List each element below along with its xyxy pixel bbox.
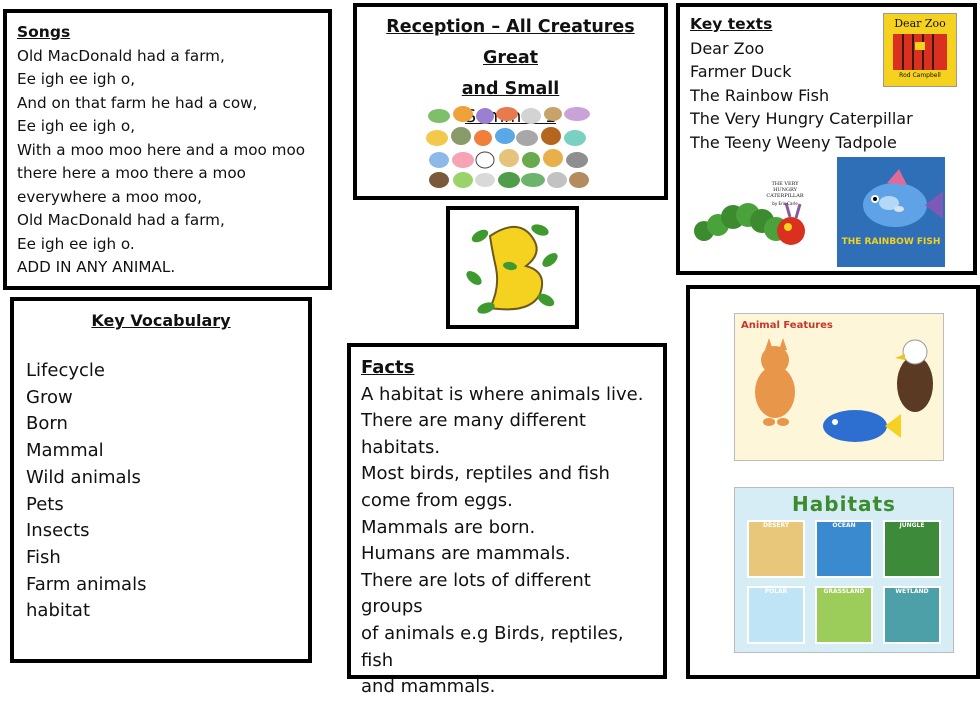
song-line: there here a moo there a moo [17,164,246,182]
song-line: Ee igh ee igh o, [17,70,136,88]
facts-panel [347,343,667,698]
dear-zoo-cover-image [883,13,957,87]
fact-line: Most birds, reptiles and fish [361,463,610,485]
key-text-item: The Rainbow Fish [690,85,830,105]
key-text-item: The Teeny Weeny Tadpole [690,132,897,152]
vocabulary-item: Mammal [26,440,104,462]
song-line: With a moo moo here and a moo moo [17,140,306,159]
habitats-title: Habitats [792,492,896,516]
vocabulary-item: Lifecycle [26,360,105,381]
habitats-poster [734,487,954,653]
facts-heading: Facts [361,357,415,378]
dear-zoo-cover-title: Dear Zoo [894,17,946,30]
fact-line: Humans are mammals. [361,543,571,565]
vocabulary-item: Grow [26,386,73,408]
rainbow-fish-cover-image [837,157,945,267]
song-line: Old MacDonald had a farm, [17,211,225,229]
animal-features-title: Animal Features [741,320,833,331]
song-line: Ee igh ee igh o, [17,117,136,135]
key-text-item: The Very Hungry Caterpillar [690,109,913,128]
vocabulary-heading: Key Vocabulary [91,311,231,330]
song-line: ADD IN ANY ANIMAL. [17,258,176,276]
vocabulary-item: Fish [26,546,61,568]
fact-line: habitats. [361,436,441,458]
title-panel [353,3,668,200]
key-texts-heading: Key texts [690,15,773,33]
caterpillar-cover-author: by Eric Carle [772,201,798,206]
title-line-1: Reception – All Creatures Great [386,17,635,68]
vocabulary-item: Farm animals [26,573,147,595]
title-line-2: and Small [461,79,560,99]
habitat-tile-ocean: OCEAN [815,520,873,578]
caterpillar-cover-title: THE VERY HUNGRY CATERPILLAR [766,181,804,199]
animal-features-poster [734,313,944,461]
logo-panel [446,206,579,329]
fact-line: Mammals are born. [361,516,536,538]
songs-panel [3,9,332,290]
key-text-item: Dear Zoo [690,38,765,58]
fact-line: There are many different [361,410,586,432]
vocabulary-item: habitat [26,600,91,622]
song-line: Old MacDonald had a farm, [17,46,225,65]
vocabulary-item: Wild animals [26,466,141,488]
vocabulary-item: Pets [26,493,64,515]
vocabulary-panel [10,297,312,663]
fact-line: A habitat is where animals live. [361,383,644,405]
key-texts-panel [676,3,977,275]
habitat-tile-grassland: GRASSLAND [815,586,873,644]
habitat-tile-desert: DESERT [747,520,805,578]
leafy-letter-logo [460,216,566,320]
fact-line: of animals e.g Birds, reptiles, fish [361,622,624,671]
fact-line: and mammals. [361,676,496,698]
vocabulary-item: Born [26,413,68,435]
fact-line: come from eggs. [361,489,513,511]
habitat-tile-jungle: JUNGLE [883,520,941,578]
song-line: And on that farm he had a cow, [17,93,258,112]
song-line: everywhere a moo moo, [17,187,202,206]
song-line: Ee igh ee igh o. [17,234,135,253]
songs-heading: Songs [17,23,71,41]
rainbow-fish-cover-title: THE RAINBOW FISH [841,237,941,247]
dear-zoo-cover-author: Rod Campbell [899,72,941,79]
habitat-tile-wetland: WETLAND [883,586,941,644]
page-title [357,12,664,105]
key-text-item: Farmer Duck [690,62,792,81]
animals-collage-image [423,102,599,190]
fact-line: There are lots of different groups [361,569,591,618]
vocabulary-item: Insects [26,520,90,542]
habitat-tile-polar: POLAR [747,586,805,644]
posters-panel [686,285,980,679]
caterpillar-cover-image [690,173,810,261]
